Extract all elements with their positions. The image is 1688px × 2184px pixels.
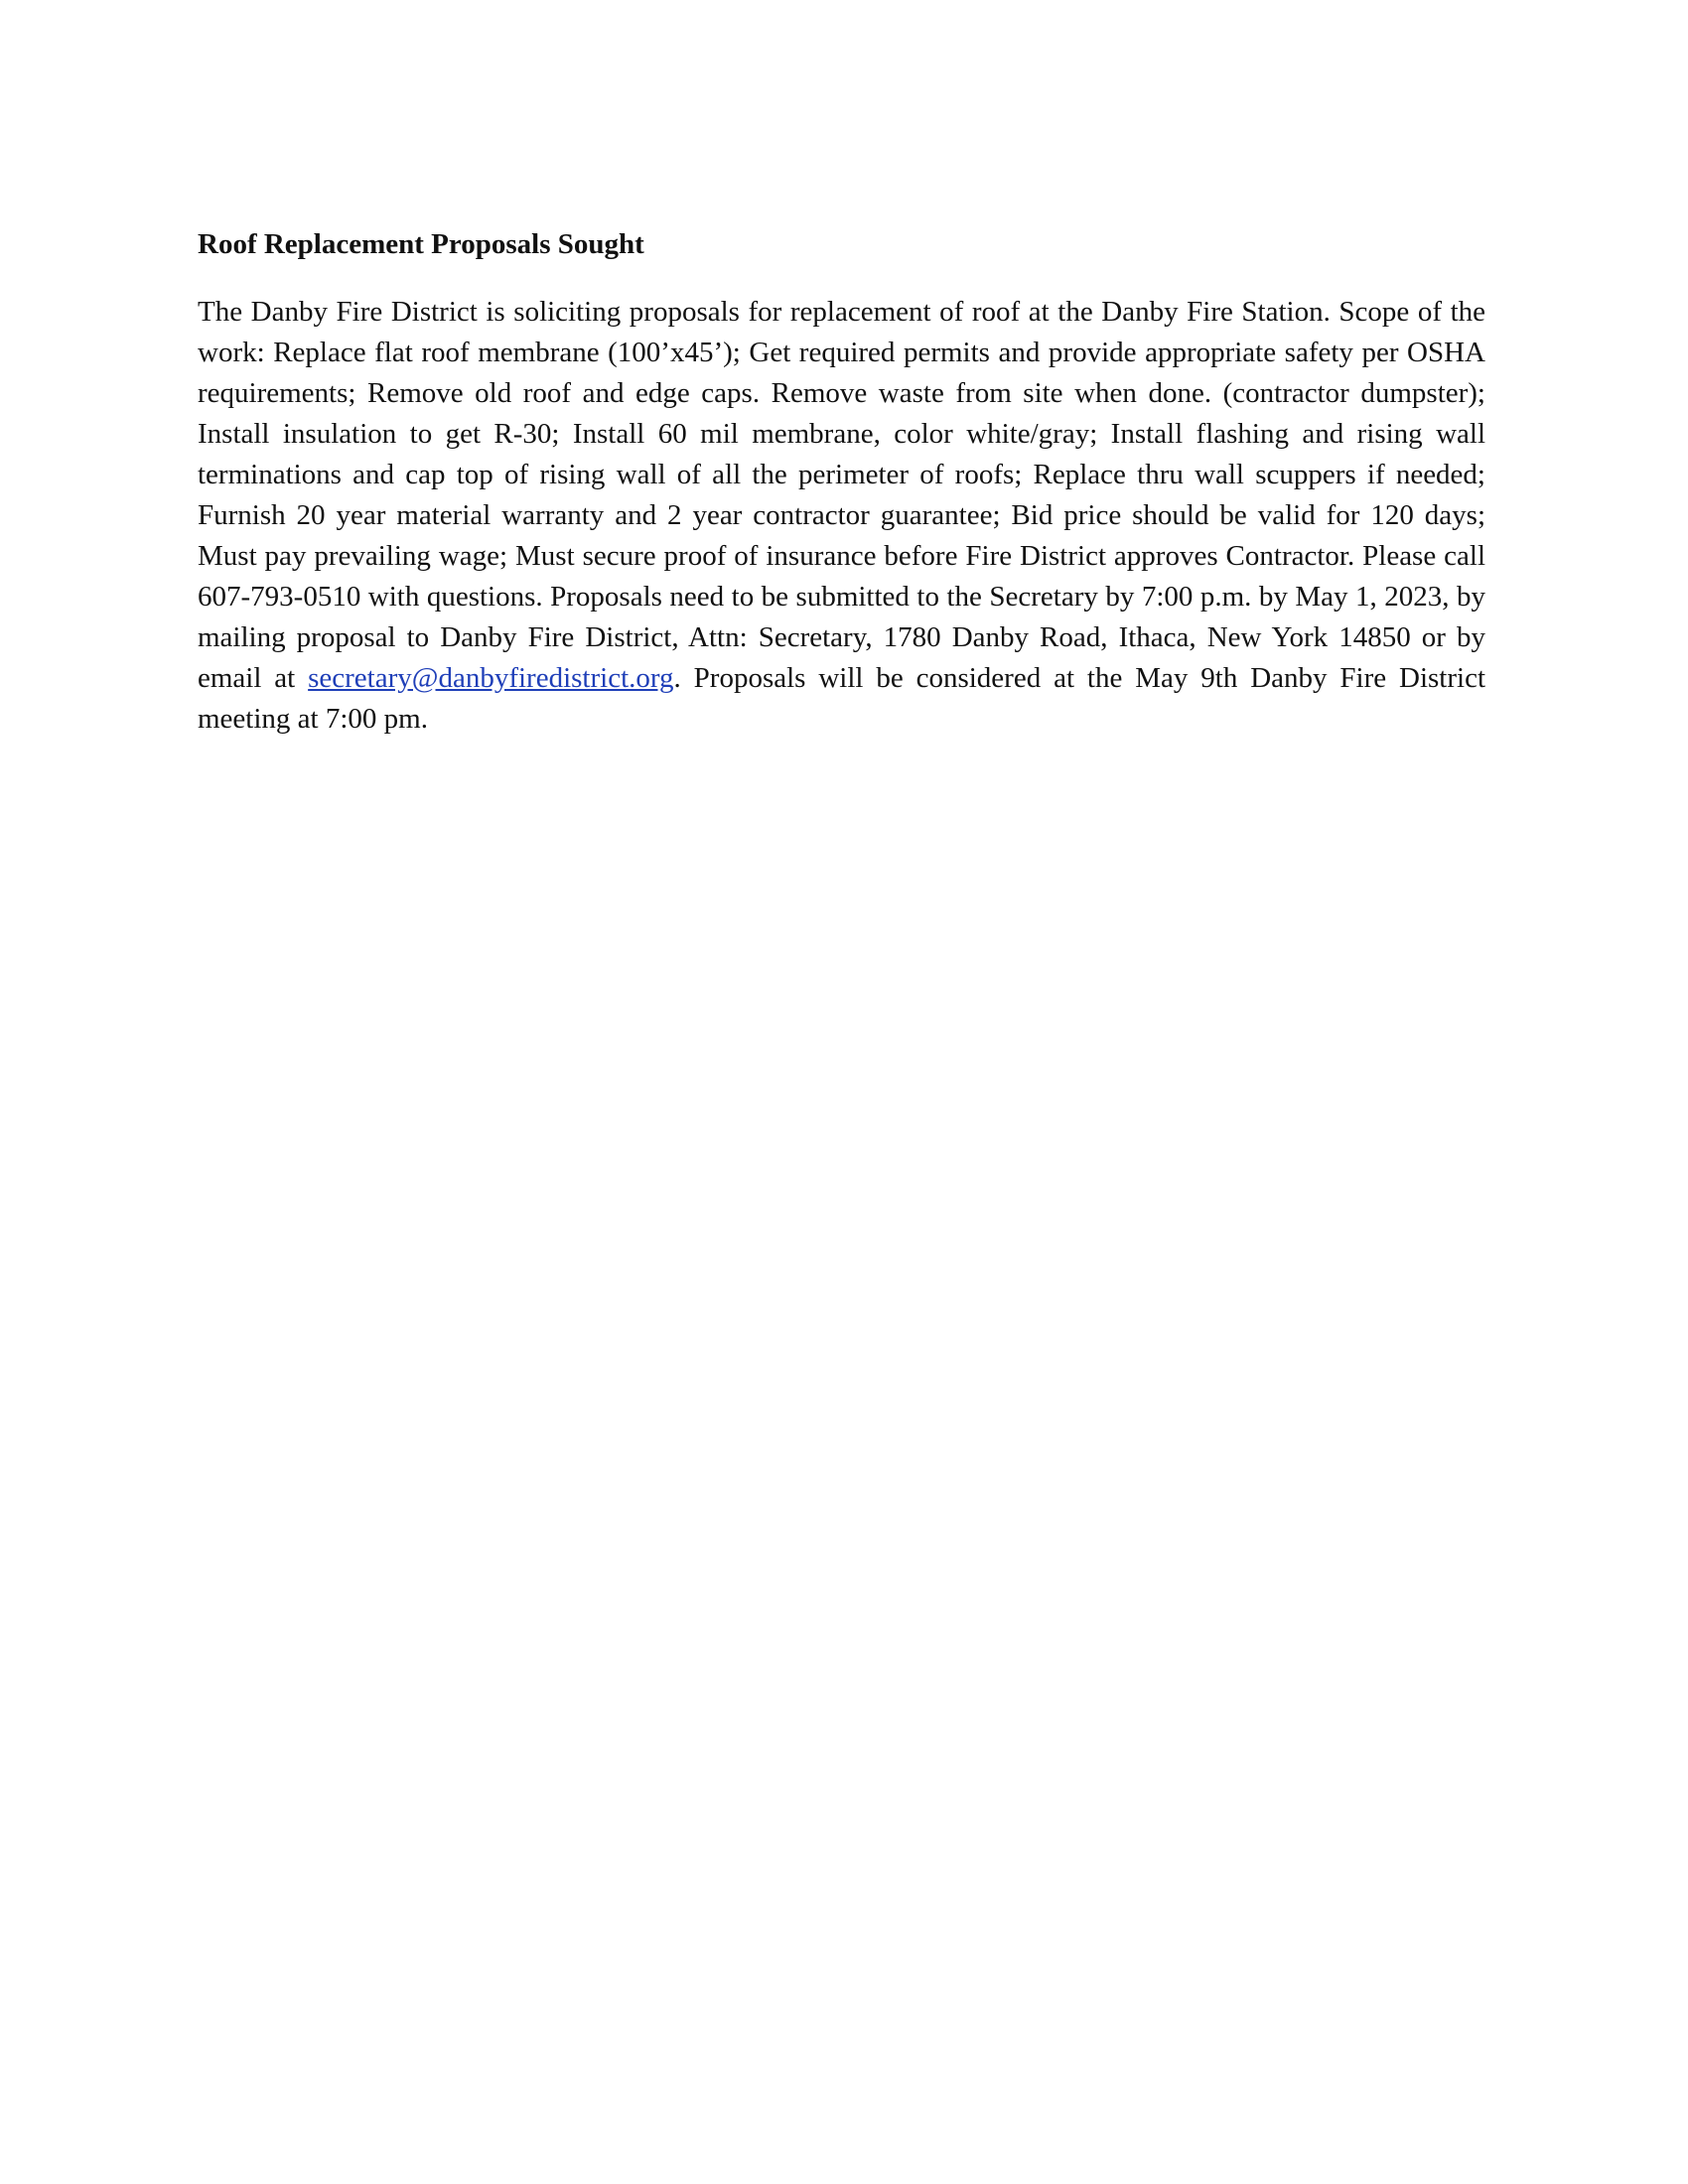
notice-content bbox=[198, 224, 1485, 740]
secretary-email-link[interactable]: secretary@danbyfiredistrict.org bbox=[308, 662, 674, 694]
notice-title: Roof Replacement Proposals Sought bbox=[198, 228, 644, 260]
notice-body bbox=[198, 292, 1485, 740]
notice-body-text-after-email: . Proposals will be considered at the May 9th Danby Fire District meeting at 7:00 pm. bbox=[198, 662, 1485, 735]
notice-body-text-before-email: The Danby Fire District is soliciting proposals for replacement of roof at the Danby Fire Station. Scope of the work: Replace flat roof membrane (100’x45’); Get required permits and provide appropriate safety per OSHA requirements; Remove old roof and edge caps. Remove waste from site when done. (contractor dumpster); Install insulation to get R-30; Install 60 mil membrane, color white/gray; Install flashing and rising wall terminations and cap top of rising wall of all the perimeter of roofs; Replace thru wall scuppers if needed; Furnish 20 year material warranty and 2 year contractor guarantee; Bid price should be valid for 120 days; Must pay prevailing wage; Must secure proof of insurance before Fire District approves Contractor. Please call 607-793-0510 with questions. Proposals need to be submitted to the Secretary by 7:00 p.m. by May 1, 2023, by mailing proposal to Danby Fire District, Attn: Secretary, 1780 Danby Road, Ithaca, New York 14850 or by email at bbox=[198, 296, 1485, 694]
